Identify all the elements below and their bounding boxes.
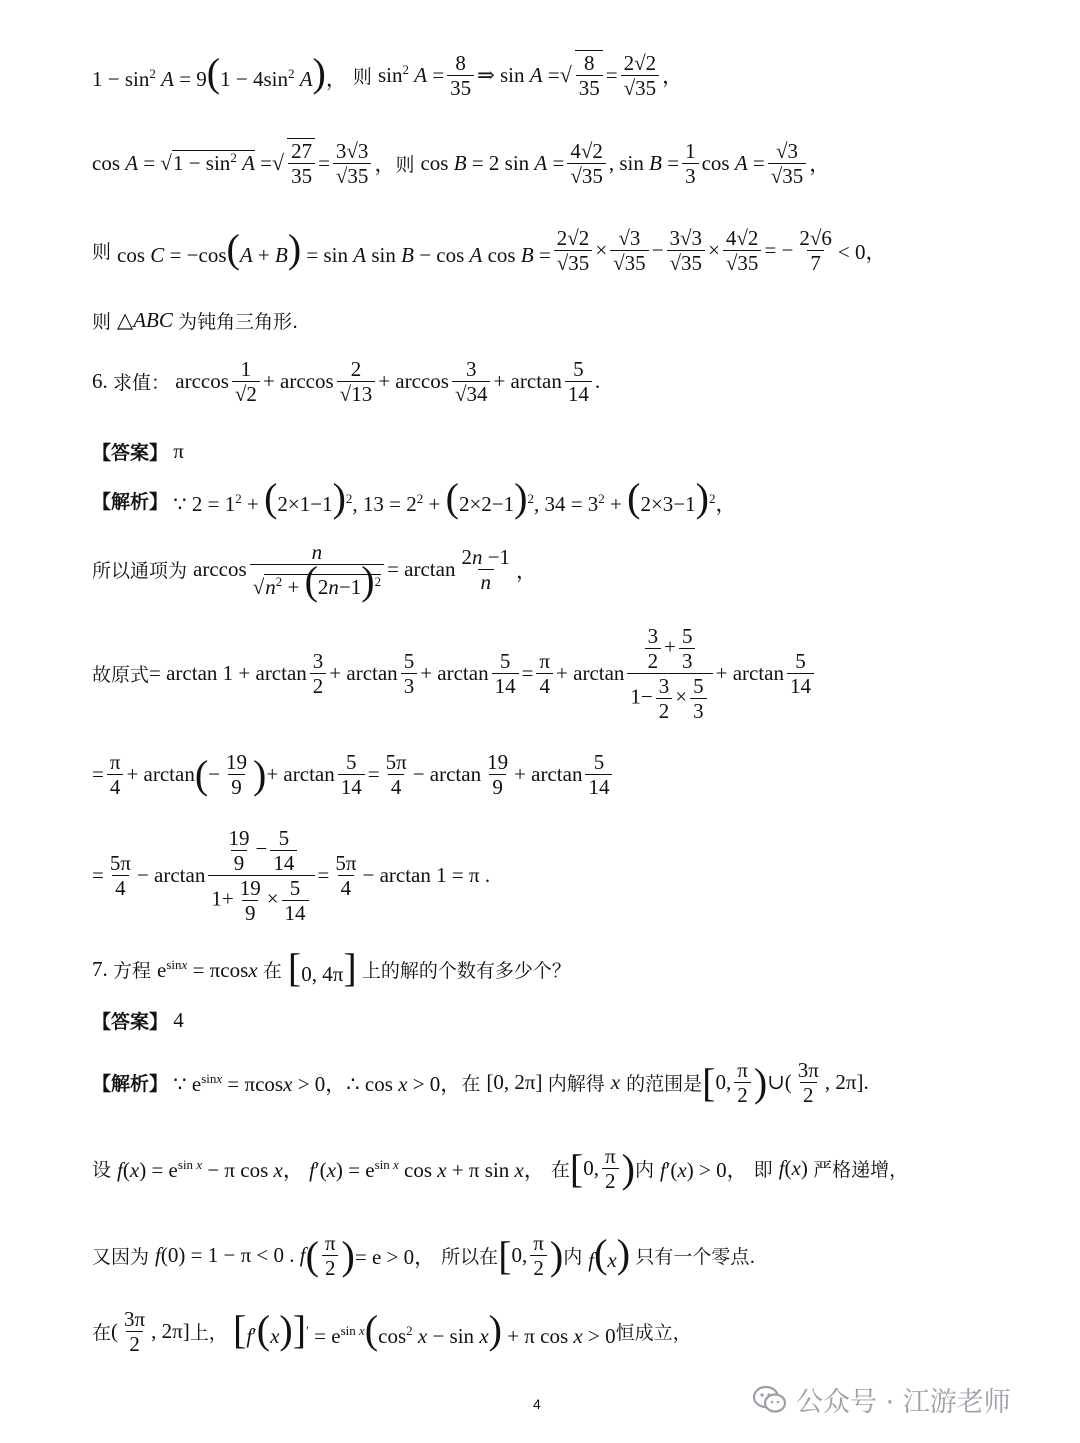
solution-7-line-1: 【解析】 ∵ $e^{sinx} = \pi\cos x > 0$， ∴ cos x > 0， 在 [0, 2π] 内解得 x 的范围是 [ 0, $\frac{\pi}{2}$ ) ∪( $\frac{3\pi}{2}$ , 2π]. — [92, 1058, 869, 1108]
solution-7-line-2: 设 $f(x) = e^{sin x} - \pi$ cos x， $f'(x) = e^{sin x}$ cos x + π sin x， 在 [ 0, $\frac{\pi}{2}$ ) 内 f′(x) > 0， 即 f(x) 严格递增， — [92, 1144, 909, 1194]
watermark-text: 公众号 · 江游老师 — [796, 1387, 1011, 1418]
derivation-line-2: $\cos A = √1 - \sin^2 A$ = √ $\frac{27}{35}$ = $\frac{3√3}{√35}$ ， 则 cos B = 2 sin A = $\frac{4√2}{√35}$ , sin B = $\frac{1}{3}$ cos A = $\frac{√3}{√35}$ ， — [92, 138, 831, 189]
page-number: 4 — [533, 1396, 541, 1412]
solution-6-line-2: 所以通项为 arccos $\frac{n}{√n^2 + (2n-1)^2}$ = arctan $\frac{2n -1}{n}$ ， — [92, 540, 538, 604]
wechat-icon — [752, 1384, 788, 1416]
answer-7: 【答案】 4 — [92, 1008, 184, 1033]
conclusion-line: 则 △ABC 为钝角三角形. — [92, 308, 299, 333]
question-6: 6. 求值： arccos $\frac{1}{√2}$ + arccos $\frac{2}{√13}$ + arccos $\frac{3}{√34}$ + arctan $\frac{5}{14}$ . — [92, 357, 601, 407]
question-7: 7. 方程 $e^{sinx} = \pi\cos x$ 在 [0, 4π] 上的解的个数有多少个？ — [92, 945, 571, 990]
derivation-line-1: $1 - \sin^2 A = 9(1 - 4\sin^2$ A)， 则 $\sin^2 A$ = $\frac{8}{35}$ ⇒ sin A = √ $\frac{8}{35}$ = $\frac{2√2}{√35}$ ， — [92, 50, 684, 101]
solution-6-line-3: 故原式 = arctan 1 + arctan $\frac{3}{2}$ + arctan $\frac{5}{3}$ + arctan $\frac{5}{14}$ = $\frac{\pi}{4}$ + arctan $\frac{3}{2}$ + $\frac{5}{3}$ 1− $\frac{3}{2}$ × $\frac{5}{3}$ + arctan $\frac{5}{14}$ — [92, 624, 817, 724]
derivation-line-3: 则 cos C = −cos(A + B) = sin A sin B − cos A cos B = $\frac{2√2}{√35}$ × $\frac{√3}{√35}$ − $\frac{3√3}{√35}$ × $\frac{4√2}{√35}$ = − $\frac{2√6}{7}$ < 0， — [92, 226, 887, 276]
solution-6-line-5: = $\frac{5\pi}{4}$ − arctan $\frac{19}{9}$ − $\frac{5}{14}$ 1+ $\frac{19}{9}$ × $\frac{5}{14}$ = $\frac{5\pi}{4}$ − arctan 1 = π . — [92, 826, 491, 926]
solution-6-line-4: = $\frac{\pi}{4}$ + arctan ( − $\frac{19}{9}$ ) + arctan $\frac{5}{14}$ = $\frac{5\pi}{4}$ − arctan $\frac{19}{9}$ + arctan $\frac{5}{14}$ — [92, 750, 615, 799]
solution-7-line-3: 又因为 f(0) = 1 − π < 0 . f ( $\frac{\pi}{2}$ ) = e > 0， 所以在 [ 0, $\frac{\pi}{2}$ ) 内 f(x) 只有一个零点. — [92, 1231, 756, 1281]
solution-6-line-1: 【解析】 ∵ $2 = 1^2 + (2\times 1-1)^2$, $13 = 2^2 + (2\times 2-1)^2$, $34 = 3^2 + (2\times 3-1)^2$， — [92, 475, 737, 520]
answer-6: 【答案】 π — [92, 439, 184, 464]
watermark — [752, 1380, 1011, 1419]
solution-7-line-4: 在 ( $\frac{3\pi}{2}$ , 2π] 上， $[f'(x)]' = e^{sin x}(\cos^2$ x − sin x) + π cos x > 0 恒成立， — [92, 1307, 692, 1357]
